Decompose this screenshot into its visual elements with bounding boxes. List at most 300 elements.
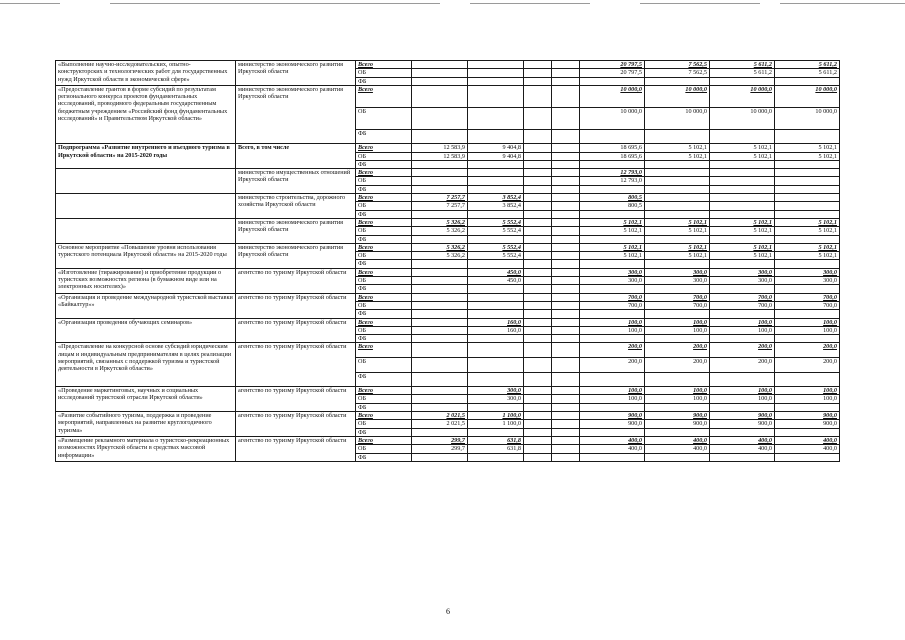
- funding-source-cell: Всего: [356, 243, 412, 251]
- amount-cell: [524, 436, 552, 444]
- amount-cell: [710, 169, 775, 177]
- amount-cell: [552, 152, 580, 160]
- amount-cell: 2 021,5: [412, 420, 468, 428]
- table-row: [56, 61, 840, 69]
- amount-cell: [524, 144, 552, 152]
- amount-cell: [552, 318, 580, 326]
- funding-source-cell: Всего: [356, 218, 412, 226]
- amount-cell: [552, 357, 580, 372]
- amount-cell: 10 000,0: [580, 107, 645, 129]
- amount-cell: 300,0: [775, 277, 840, 285]
- amount-cell: 900,0: [580, 412, 645, 420]
- amount-cell: [710, 235, 775, 243]
- page-number: 6: [446, 607, 450, 616]
- amount-cell: 200,0: [645, 343, 710, 358]
- amount-cell: [524, 387, 552, 395]
- amount-cell: [710, 428, 775, 436]
- amount-cell: [580, 260, 645, 268]
- amount-cell: [710, 210, 775, 218]
- table-row: [56, 436, 840, 444]
- amount-cell: [468, 301, 524, 309]
- funding-source-cell: Всего: [356, 436, 412, 444]
- amount-cell: 100,0: [645, 326, 710, 334]
- amount-cell: [412, 169, 468, 177]
- activity-cell: «Организация и проведение международной туристской выставки «Байкалтур»»: [56, 293, 236, 318]
- amount-cell: 800,5: [580, 194, 645, 202]
- amount-cell: [775, 310, 840, 318]
- amount-cell: [710, 77, 775, 85]
- amount-cell: 9 404,8: [468, 152, 524, 160]
- amount-cell: [468, 185, 524, 193]
- amount-cell: 5 326,2: [412, 227, 468, 235]
- amount-cell: 100,0: [580, 387, 645, 395]
- funding-source-cell: ФБ: [356, 260, 412, 268]
- funding-source-cell: ОБ: [356, 202, 412, 210]
- amount-cell: [775, 77, 840, 85]
- amount-cell: [412, 69, 468, 77]
- amount-cell: [552, 129, 580, 144]
- funding-source-cell: ОБ: [356, 107, 412, 129]
- amount-cell: [468, 293, 524, 301]
- amount-cell: 100,0: [775, 318, 840, 326]
- amount-cell: 100,0: [775, 326, 840, 334]
- amount-cell: [524, 218, 552, 226]
- amount-cell: 800,5: [580, 202, 645, 210]
- funding-source-cell: Всего: [356, 412, 412, 420]
- responsible-cell: министерство экономического развития Иркутской области: [236, 243, 356, 268]
- amount-cell: 100,0: [775, 387, 840, 395]
- amount-cell: 700,0: [580, 301, 645, 309]
- amount-cell: 450,0: [468, 268, 524, 276]
- funding-source-cell: Всего: [356, 293, 412, 301]
- amount-cell: 700,0: [580, 293, 645, 301]
- amount-cell: [552, 453, 580, 461]
- amount-cell: 3 852,4: [468, 194, 524, 202]
- amount-cell: [552, 218, 580, 226]
- funding-source-cell: ФБ: [356, 372, 412, 387]
- amount-cell: [524, 293, 552, 301]
- amount-cell: [552, 85, 580, 107]
- amount-cell: 12 793,0: [580, 177, 645, 185]
- table-row: [56, 144, 840, 152]
- amount-cell: [412, 129, 468, 144]
- amount-cell: [412, 318, 468, 326]
- amount-cell: 200,0: [580, 357, 645, 372]
- activity-cell: [56, 169, 236, 194]
- amount-cell: [552, 412, 580, 420]
- amount-cell: [775, 453, 840, 461]
- amount-cell: [524, 235, 552, 243]
- amount-cell: 5 102,1: [645, 227, 710, 235]
- amount-cell: 100,0: [645, 387, 710, 395]
- amount-cell: [524, 277, 552, 285]
- activity-cell: «Выполнение научно-исследовательских, опытно-конструкторских и технологических работ для государственных нужд Иркутской области в экономической сфере»: [56, 61, 236, 86]
- amount-cell: [468, 61, 524, 69]
- amount-cell: 5 552,4: [468, 218, 524, 226]
- amount-cell: [710, 335, 775, 343]
- amount-cell: [412, 260, 468, 268]
- amount-cell: 300,0: [468, 387, 524, 395]
- amount-cell: [552, 260, 580, 268]
- amount-cell: 7 257,7: [412, 194, 468, 202]
- activity-cell: «Проведение маркетинговых, научных и социальных исследований туристской отрасли Иркутской области»: [56, 387, 236, 412]
- amount-cell: [710, 177, 775, 185]
- amount-cell: 700,0: [710, 293, 775, 301]
- amount-cell: [775, 160, 840, 168]
- amount-cell: [775, 169, 840, 177]
- table-row: [56, 243, 840, 251]
- amount-cell: 10 000,0: [645, 85, 710, 107]
- amount-cell: [524, 453, 552, 461]
- funding-source-cell: ФБ: [356, 428, 412, 436]
- amount-cell: 200,0: [775, 343, 840, 358]
- amount-cell: 300,0: [580, 268, 645, 276]
- funding-source-cell: ФБ: [356, 403, 412, 411]
- amount-cell: 5 102,1: [580, 218, 645, 226]
- table-row: [56, 293, 840, 301]
- funding-source-cell: ФБ: [356, 235, 412, 243]
- amount-cell: [552, 420, 580, 428]
- responsible-cell: агентство по туризму Иркутской области: [236, 318, 356, 343]
- amount-cell: 100,0: [710, 387, 775, 395]
- amount-cell: [552, 252, 580, 260]
- amount-cell: [524, 372, 552, 387]
- amount-cell: [524, 77, 552, 85]
- table-row: [56, 268, 840, 276]
- amount-cell: 5 552,4: [468, 227, 524, 235]
- amount-cell: [524, 202, 552, 210]
- amount-cell: [412, 428, 468, 436]
- amount-cell: [552, 387, 580, 395]
- amount-cell: [552, 61, 580, 69]
- amount-cell: [524, 69, 552, 77]
- funding-source-cell: ОБ: [356, 301, 412, 309]
- amount-cell: 12 583,9: [412, 144, 468, 152]
- amount-cell: 5 102,1: [580, 227, 645, 235]
- amount-cell: 200,0: [580, 343, 645, 358]
- amount-cell: 900,0: [645, 420, 710, 428]
- amount-cell: [580, 129, 645, 144]
- amount-cell: [645, 235, 710, 243]
- responsible-cell: агентство по туризму Иркутской области: [236, 387, 356, 412]
- funding-source-cell: Всего: [356, 194, 412, 202]
- amount-cell: 18 695,6: [580, 152, 645, 160]
- amount-cell: 900,0: [580, 420, 645, 428]
- amount-cell: [412, 185, 468, 193]
- amount-cell: 5 102,1: [645, 218, 710, 226]
- activity-cell: «Развитие событийного туризма, поддержка и проведение мероприятий, направленных на развитие круглогодичного туризма»: [56, 412, 236, 437]
- amount-cell: 400,0: [580, 445, 645, 453]
- amount-cell: 7 562,5: [645, 61, 710, 69]
- amount-cell: [552, 268, 580, 276]
- amount-cell: [552, 107, 580, 129]
- amount-cell: [580, 372, 645, 387]
- amount-cell: [524, 335, 552, 343]
- scan-edge-marks: [0, 0, 905, 8]
- amount-cell: [412, 357, 468, 372]
- amount-cell: 400,0: [775, 445, 840, 453]
- funding-source-cell: ФБ: [356, 210, 412, 218]
- amount-cell: [552, 436, 580, 444]
- amount-cell: [580, 335, 645, 343]
- amount-cell: [775, 285, 840, 293]
- amount-cell: [412, 268, 468, 276]
- amount-cell: [775, 129, 840, 144]
- amount-cell: 400,0: [645, 436, 710, 444]
- funding-source-cell: ФБ: [356, 160, 412, 168]
- amount-cell: [524, 160, 552, 168]
- amount-cell: [552, 227, 580, 235]
- amount-cell: [710, 129, 775, 144]
- amount-cell: 631,8: [468, 436, 524, 444]
- amount-cell: [468, 210, 524, 218]
- responsible-cell: министерство экономического развития Иркутской области: [236, 85, 356, 143]
- amount-cell: 300,0: [710, 277, 775, 285]
- amount-cell: 900,0: [775, 420, 840, 428]
- amount-cell: 5 611,2: [710, 61, 775, 69]
- activity-cell: «Предоставление грантов в форме субсидий по результатам регионального конкурса проектов фундаментальных исследований, проводимого федеральным государственным бюджетным учреждением «Российский фонд фундаментальных исследований» и Правительством Иркутской области»: [56, 85, 236, 143]
- amount-cell: [580, 403, 645, 411]
- amount-cell: [524, 310, 552, 318]
- amount-cell: 200,0: [710, 343, 775, 358]
- amount-cell: [645, 372, 710, 387]
- amount-cell: [775, 335, 840, 343]
- amount-cell: [524, 428, 552, 436]
- amount-cell: [580, 285, 645, 293]
- amount-cell: 20 797,5: [580, 69, 645, 77]
- amount-cell: 5 102,1: [710, 144, 775, 152]
- activity-cell: Подпрограмма «Развитие внутреннего и въездного туризма в Иркутской области» на 2015-2020 годы: [56, 144, 236, 169]
- amount-cell: 5 102,1: [775, 218, 840, 226]
- amount-cell: [552, 243, 580, 251]
- amount-cell: 300,0: [468, 395, 524, 403]
- amount-cell: [645, 310, 710, 318]
- amount-cell: 100,0: [580, 326, 645, 334]
- amount-cell: 5 326,2: [412, 243, 468, 251]
- amount-cell: [552, 69, 580, 77]
- amount-cell: 5 102,1: [710, 152, 775, 160]
- amount-cell: 299,7: [412, 436, 468, 444]
- amount-cell: [552, 177, 580, 185]
- funding-source-cell: ОБ: [356, 420, 412, 428]
- amount-cell: 5 102,1: [710, 243, 775, 251]
- amount-cell: [524, 252, 552, 260]
- amount-cell: [468, 285, 524, 293]
- activity-cell: Основное мероприятие «Повышение уровня использования туристского потенциала Иркутской области» на 2015-2020 годы: [56, 243, 236, 268]
- amount-cell: [552, 185, 580, 193]
- funding-source-cell: ОБ: [356, 152, 412, 160]
- amount-cell: 100,0: [775, 395, 840, 403]
- amount-cell: 9 404,8: [468, 144, 524, 152]
- funding-source-cell: ОБ: [356, 445, 412, 453]
- amount-cell: [552, 372, 580, 387]
- table-row: [56, 194, 840, 202]
- amount-cell: [412, 160, 468, 168]
- amount-cell: [412, 310, 468, 318]
- responsible-cell: агентство по туризму Иркутской области: [236, 343, 356, 387]
- amount-cell: [524, 260, 552, 268]
- amount-cell: [580, 428, 645, 436]
- amount-cell: 300,0: [775, 268, 840, 276]
- amount-cell: [524, 61, 552, 69]
- amount-cell: [552, 202, 580, 210]
- amount-cell: [552, 335, 580, 343]
- amount-cell: 5 102,1: [710, 227, 775, 235]
- amount-cell: [412, 277, 468, 285]
- table-row: [56, 412, 840, 420]
- amount-cell: 300,0: [710, 268, 775, 276]
- amount-cell: [524, 268, 552, 276]
- amount-cell: [580, 453, 645, 461]
- amount-cell: [710, 185, 775, 193]
- amount-cell: [524, 227, 552, 235]
- amount-cell: [710, 260, 775, 268]
- amount-cell: 700,0: [645, 301, 710, 309]
- amount-cell: [524, 243, 552, 251]
- amount-cell: [468, 129, 524, 144]
- amount-cell: 5 552,4: [468, 252, 524, 260]
- amount-cell: [775, 235, 840, 243]
- amount-cell: 300,0: [645, 277, 710, 285]
- amount-cell: [468, 260, 524, 268]
- amount-cell: [524, 194, 552, 202]
- funding-source-cell: ОБ: [356, 227, 412, 235]
- responsible-cell: агентство по туризму Иркутской области: [236, 436, 356, 461]
- activity-cell: «Предоставление на конкурсной основе субсидий юридическим лицам и индивидуальным предпринимателям в целях реализации мероприятий, связанных с поддержкой туризма и туристской деятельности в Иркутской области»: [56, 343, 236, 387]
- amount-cell: [524, 412, 552, 420]
- table-row: [56, 85, 840, 107]
- amount-cell: [710, 403, 775, 411]
- amount-cell: [775, 202, 840, 210]
- amount-cell: 10 000,0: [580, 85, 645, 107]
- funding-source-cell: ОБ: [356, 177, 412, 185]
- amount-cell: 900,0: [645, 412, 710, 420]
- amount-cell: [468, 357, 524, 372]
- amount-cell: [552, 343, 580, 358]
- amount-cell: [645, 453, 710, 461]
- amount-cell: [524, 285, 552, 293]
- amount-cell: [412, 403, 468, 411]
- amount-cell: [645, 194, 710, 202]
- amount-cell: [412, 235, 468, 243]
- amount-cell: [412, 372, 468, 387]
- amount-cell: [645, 185, 710, 193]
- amount-cell: [412, 453, 468, 461]
- amount-cell: [524, 403, 552, 411]
- amount-cell: [645, 160, 710, 168]
- amount-cell: 20 797,5: [580, 61, 645, 69]
- amount-cell: 400,0: [645, 445, 710, 453]
- amount-cell: 700,0: [775, 293, 840, 301]
- amount-cell: 5 611,2: [775, 69, 840, 77]
- funding-source-cell: Всего: [356, 144, 412, 152]
- amount-cell: 10 000,0: [710, 85, 775, 107]
- amount-cell: [552, 194, 580, 202]
- responsible-cell: министерство имущественных отношений Иркутской области: [236, 169, 356, 194]
- amount-cell: [710, 310, 775, 318]
- amount-cell: [524, 357, 552, 372]
- amount-cell: 100,0: [645, 395, 710, 403]
- activity-cell: [56, 194, 236, 219]
- amount-cell: 700,0: [645, 293, 710, 301]
- table-row: [56, 318, 840, 326]
- amount-cell: 700,0: [775, 301, 840, 309]
- amount-cell: [412, 301, 468, 309]
- amount-cell: [552, 169, 580, 177]
- amount-cell: [552, 277, 580, 285]
- amount-cell: 5 102,1: [645, 144, 710, 152]
- funding-source-cell: ФБ: [356, 285, 412, 293]
- activity-cell: «Размещение рекламного материала о туристско-рекреационных возможностях Иркутской области в средствах массовой информации»: [56, 436, 236, 461]
- amount-cell: [775, 260, 840, 268]
- amount-cell: 5 552,4: [468, 243, 524, 251]
- amount-cell: [412, 107, 468, 129]
- amount-cell: [580, 235, 645, 243]
- amount-cell: 400,0: [775, 436, 840, 444]
- table-row: [56, 218, 840, 226]
- responsible-cell: министерство строительства, дорожного хозяйства Иркутской области: [236, 194, 356, 219]
- amount-cell: [645, 169, 710, 177]
- amount-cell: [412, 326, 468, 334]
- amount-cell: 160,0: [468, 326, 524, 334]
- amount-cell: 10 000,0: [775, 107, 840, 129]
- amount-cell: 12 793,0: [580, 169, 645, 177]
- amount-cell: 400,0: [710, 445, 775, 453]
- funding-source-cell: ФБ: [356, 129, 412, 144]
- amount-cell: [645, 77, 710, 85]
- amount-cell: [524, 85, 552, 107]
- responsible-cell: Всего, в том числе: [236, 144, 356, 169]
- amount-cell: 100,0: [710, 318, 775, 326]
- funding-source-cell: Всего: [356, 268, 412, 276]
- funding-source-cell: ФБ: [356, 310, 412, 318]
- amount-cell: 5 326,2: [412, 218, 468, 226]
- amount-cell: [552, 445, 580, 453]
- amount-cell: [468, 107, 524, 129]
- amount-cell: [524, 326, 552, 334]
- amount-cell: [468, 428, 524, 436]
- amount-cell: [468, 177, 524, 185]
- amount-cell: 5 326,2: [412, 252, 468, 260]
- amount-cell: [552, 144, 580, 152]
- amount-cell: [412, 293, 468, 301]
- funding-source-cell: ОБ: [356, 69, 412, 77]
- amount-cell: 5 102,1: [775, 243, 840, 251]
- amount-cell: [552, 293, 580, 301]
- amount-cell: [580, 77, 645, 85]
- amount-cell: [775, 185, 840, 193]
- amount-cell: [468, 77, 524, 85]
- amount-cell: 400,0: [710, 436, 775, 444]
- amount-cell: [412, 343, 468, 358]
- amount-cell: [524, 445, 552, 453]
- amount-cell: 5 102,1: [710, 218, 775, 226]
- amount-cell: 5 611,2: [775, 61, 840, 69]
- funding-source-cell: ОБ: [356, 395, 412, 403]
- amount-cell: [552, 301, 580, 309]
- amount-cell: [775, 210, 840, 218]
- amount-cell: 100,0: [645, 318, 710, 326]
- amount-cell: [645, 129, 710, 144]
- amount-cell: 5 102,1: [775, 252, 840, 260]
- amount-cell: 3 852,4: [468, 202, 524, 210]
- amount-cell: 299,7: [412, 445, 468, 453]
- amount-cell: [552, 395, 580, 403]
- amount-cell: [645, 285, 710, 293]
- amount-cell: [412, 285, 468, 293]
- amount-cell: [468, 235, 524, 243]
- amount-cell: [580, 310, 645, 318]
